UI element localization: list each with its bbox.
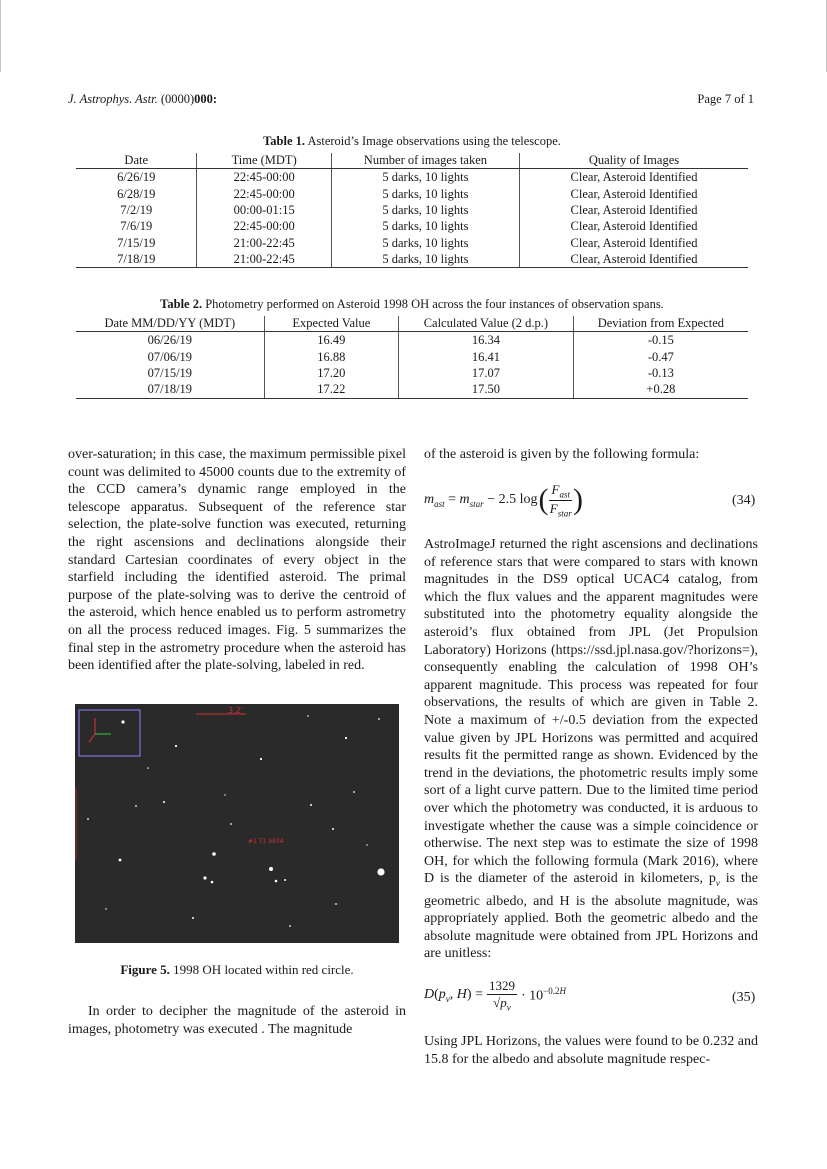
- table2-label: Table 2.: [160, 297, 203, 311]
- table-cell: 5 darks, 10 lights: [331, 218, 519, 234]
- table-cell: 17.22: [264, 381, 398, 398]
- star: [135, 805, 137, 807]
- table-cell: 17.20: [264, 365, 398, 381]
- table-cell: Clear, Asteroid Identified: [570, 170, 698, 185]
- right-paragraph-1-text: AstroImageJ returned the right ascensions and declinations of reference stars that were compared to stars with known magnitudes in the DS9 optical UCAC4 catalog, from which the flux values and the apparent magnitudes were substituted into the photometry equality alongside the asteroid’s flux obtained from JPL (Jet Propulsion Laboratory) Horizons (https://ssd.jpl.nasa.gov/?horizons=), consequently enabling the calculation of 1998 OH’s apparent magnitude. This process was repeated for four observations, the results of which are given in Table 2. Note a maximum of +/-0.5 deviation from the expected value given by JPL Horizons was permitted and acquired results fit the permitted range as shown. Evidenced by the trend in the deviations, the photometric results imply some sort of a light curve pattern. Due to the limited time period over which the photometry was conducted, it is arduous to investigate whether the cause was a simple coincidence or otherwise. The next step was to estimate the size of 1998 OH, for which the following formula (Mark 2016), where D is the diameter of the asteroid in kilometers, p: [424, 537, 758, 887]
- table-cell: 16.88: [264, 348, 398, 364]
- table1-header-cell: Date: [76, 153, 197, 169]
- table2-header-cell: Expected Value: [264, 316, 398, 332]
- star: [230, 823, 232, 825]
- star: [332, 828, 334, 830]
- scale-label: 3.2': [228, 706, 243, 715]
- table-cell: 21:00-22:45: [197, 251, 331, 268]
- figure-label: Figure 5.: [120, 962, 170, 977]
- table-cell: 5 darks, 10 lights: [331, 202, 519, 218]
- table-cell: 16.34: [399, 332, 574, 349]
- table1-header-cell: Time (MDT): [197, 153, 331, 169]
- table-cell: 17.50: [399, 381, 574, 398]
- page-header: [68, 92, 754, 108]
- left-column-text-2: [68, 1003, 406, 1038]
- table-cell: Clear, Asteroid Identified: [570, 235, 698, 250]
- table-cell: +0.28: [573, 381, 748, 398]
- table1-label: Table 1.: [263, 134, 306, 148]
- figure-5-image: [75, 704, 399, 943]
- table-row: [76, 169, 748, 186]
- table-cell: 6/28/19: [76, 185, 197, 201]
- table-cell: 5 darks, 10 lights: [331, 169, 519, 186]
- table-cell: 7/2/19: [76, 202, 197, 218]
- equation-34-number: (34): [732, 493, 756, 508]
- table-row: [76, 348, 748, 364]
- star: [203, 876, 206, 879]
- star: [310, 804, 312, 806]
- star: [289, 925, 291, 927]
- star: [345, 737, 347, 739]
- right-paragraph-1-tail: is the geometric albedo, and H is the absolute magnitude, was appropriately applied. Both the geometric albedo and the absolute magnitude were obtained from JPL Horizons and are unitless:: [424, 871, 758, 962]
- table-cell: 06/26/19: [76, 332, 264, 349]
- star: [192, 917, 194, 919]
- table-cell: 17.07: [399, 365, 574, 381]
- right-column-text: [424, 536, 758, 963]
- table-row: [76, 185, 748, 201]
- figure-5-caption: [68, 962, 406, 978]
- table2-header-row: [76, 316, 748, 332]
- star: [284, 879, 286, 881]
- table2-header-cell: Date MM/DD/YY (MDT): [76, 316, 264, 332]
- table2: [76, 316, 748, 399]
- table-row: [76, 202, 748, 218]
- table1-caption-text: Asteroid’s Image observations using the telescope.: [305, 134, 561, 148]
- asteroid-label: #1 T1 9934: [248, 838, 284, 845]
- table2-caption: [76, 297, 748, 312]
- table-row: [76, 235, 748, 251]
- table-row: [76, 251, 748, 268]
- table-cell: Clear, Asteroid Identified: [570, 202, 698, 217]
- page-number: Page 7 of 1: [697, 92, 754, 106]
- right-column-text-2: [424, 1033, 758, 1068]
- table-cell: -0.13: [647, 365, 674, 380]
- right-paragraph-2: Using JPL Horizons, the values were found to be 0.232 and 15.8 for the albedo and absolute magnitude respec-: [424, 1034, 758, 1067]
- table-cell: Clear, Asteroid Identified: [520, 251, 749, 268]
- right-intro-text: of the asteroid is given by the following formula:: [424, 447, 700, 462]
- table-cell: Clear, Asteroid Identified: [570, 219, 698, 234]
- table2-header-cell: Calculated Value (2 d.p.): [399, 316, 574, 332]
- table1-header-cell: Number of images taken: [331, 153, 519, 169]
- right-column-intro: [424, 446, 758, 464]
- figure-caption-text: 1998 OH located within red circle.: [169, 962, 354, 977]
- table-cell: 16.49: [264, 332, 398, 349]
- image-background: [75, 704, 399, 943]
- starfield-image: [75, 704, 399, 943]
- table-cell: 5 darks, 10 lights: [331, 235, 519, 251]
- table-cell: 7/18/19: [76, 251, 197, 268]
- star: [353, 791, 355, 793]
- table1-header-row: [76, 153, 748, 169]
- table1-block: [76, 134, 748, 268]
- table-cell: -0.47: [647, 349, 674, 364]
- table1-caption: [76, 134, 748, 149]
- star: [269, 867, 273, 871]
- left-margin-line: [0, 0, 1, 72]
- equation-35: $D(p_v$, H) = $\frac{1329}{√p_v}$ · $10^{-0.2H}$: [424, 978, 566, 1013]
- left-column-text: [68, 446, 406, 675]
- table-cell: 16.41: [399, 348, 574, 364]
- table2-block: [76, 297, 748, 399]
- table-cell: 7/15/19: [76, 235, 197, 251]
- equation-34: $m_{ast} = m_{star} - 2.5$ log ( $\frac{F_{ast}}{F_{star}}$ ): [424, 482, 583, 519]
- left-paragraph-2: In order to decipher the magnitude of the asteroid in images, photometry was executed . The magnitude: [68, 1004, 406, 1037]
- table1: [76, 153, 748, 268]
- table-cell: 22:45-00:00: [197, 185, 331, 201]
- table-cell: -0.15: [647, 333, 674, 348]
- table-row: [76, 332, 748, 349]
- star: [275, 880, 278, 883]
- star: [105, 908, 107, 910]
- right-paragraph-1: [424, 536, 758, 963]
- star: [307, 715, 309, 717]
- table-row: [76, 218, 748, 234]
- star: [224, 794, 225, 795]
- star: [211, 881, 214, 884]
- table-cell: 00:00-01:15: [197, 202, 331, 218]
- table-cell: 6/26/19: [76, 169, 197, 186]
- star: [163, 801, 165, 803]
- table-cell: 22:45-00:00: [197, 169, 331, 186]
- table2-header-cell: Deviation from Expected: [573, 316, 748, 332]
- journal-number: 000:: [194, 92, 218, 106]
- table-cell: 07/18/19: [76, 381, 264, 398]
- star: [366, 844, 367, 845]
- table-cell: 07/06/19: [76, 348, 264, 364]
- left-paragraph-1: over-saturation; in this case, the maximum permissible pixel count was delimited to 45000 counts due to the extremity of the CCD camera’s dynamic range employed in the telescope apparatus. Subsequent of the reference star selection, the plate-solve function was executed, returning the right ascensions and declinations alongside their standard Cartesian coordinates of every object in the starfield including the identified asteroid. The primal purpose of the plate-solving was to derive the centroid of the asteroid, which hence enabled us to perform astrometry on all the process reduced images. Fig. 5 summarizes the final step in the astrometry procedure when the asteroid has been identified after the plate-solving, labeled in red.: [68, 447, 406, 674]
- table-cell: 21:00-22:45: [197, 235, 331, 251]
- table-cell: Clear, Asteroid Identified: [570, 186, 698, 201]
- star: [335, 903, 337, 905]
- star: [175, 745, 177, 747]
- table-row: [76, 381, 748, 398]
- journal-volume: (0000): [160, 92, 195, 106]
- table1-header-cell: Quality of Images: [520, 153, 749, 169]
- albedo-subscript: v: [715, 878, 720, 889]
- journal-name: J. Astrophys. Astr.: [68, 92, 158, 106]
- table2-caption-text: Photometry performed on Asteroid 1998 OH across the four instances of observation spans.: [202, 297, 664, 311]
- star: [260, 758, 262, 760]
- star: [147, 767, 149, 769]
- equation-35-number: (35): [732, 990, 756, 1005]
- star: [119, 859, 122, 862]
- table-cell: 07/15/19: [76, 365, 264, 381]
- star: [121, 720, 124, 723]
- star: [212, 852, 216, 856]
- star: [87, 818, 89, 820]
- table-cell: 7/6/19: [76, 218, 197, 234]
- table-cell: 5 darks, 10 lights: [331, 185, 519, 201]
- journal-citation: [68, 92, 217, 108]
- equation-35-numerator: 1329: [488, 978, 515, 993]
- table-row: [76, 365, 748, 381]
- table-cell: 22:45-00:00: [197, 218, 331, 234]
- table-cell: 5 darks, 10 lights: [331, 251, 519, 268]
- star: [377, 868, 384, 875]
- star: [378, 718, 380, 720]
